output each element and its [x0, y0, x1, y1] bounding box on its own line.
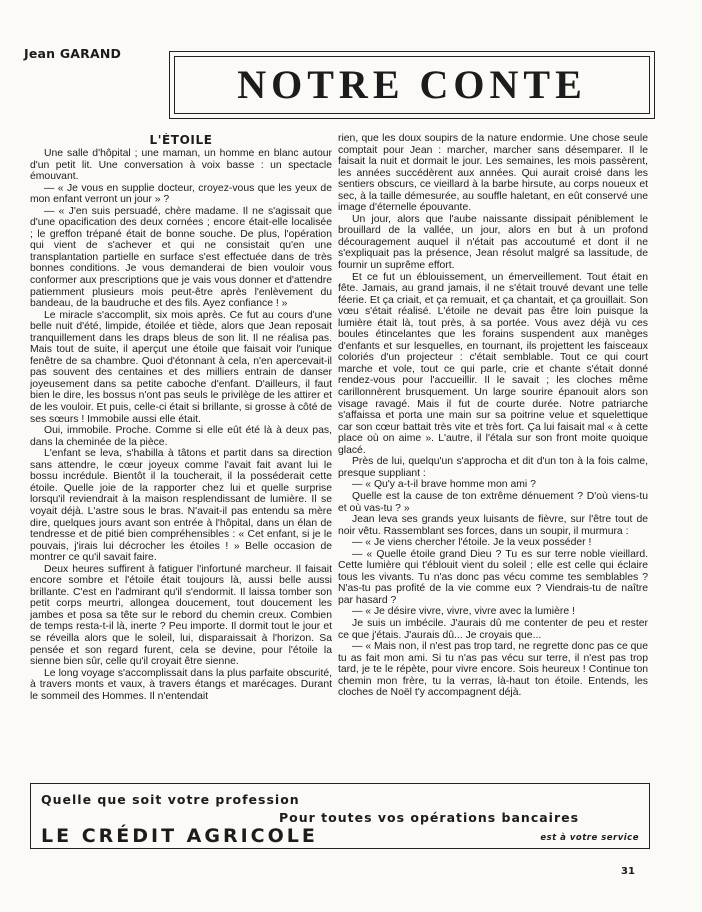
paragraph: Et ce fut un éblouissement, un émerveillement. Tout était en fête. Jamais, au grand jamais, il ne s'était trouvé devant une telle féerie. Et ça criait, et ça remuait, et ça chantait, et ça grouillait. Son vœu s'était réalisé. L'étoile ne devait pas être loin puisque la lumière était là, tout près, à sa portée. Vous avez déjà vu ces boules étincelantes que les forains suspendent aux manèges d'enfants et sur lesquelles, en tournant, ils projettent les faisceaux coloriés d'un projecteur : c'était semblable. Tout ce qui court marche et vole, tout ce qui parle, crie et chante s'était donné rendez-vous pour l'accueillir. Il le savait ; les cloches même carillonnèrent brusquement. Un large sourire épanouit alors son visage ravagé. Mais il fut de courte durée. Notre patriarche s'affaissa et porta une main sur sa poitrine velue et squelettique car son cœur battait très vite et très fort. Ça lui faisait mal « à cette place où on aime ». L'autre, il l'étala sur son front moite quoique glacé.: [338, 271, 648, 456]
ad-line-1: Quelle que soit votre profession: [41, 792, 300, 807]
paragraph: — « J'en suis persuadé, chère madame. Il ne s'agissait que d'une opacification des deux cornées ; encore était-elle localisée ; le greffon trépané était de bonne souche. De plus, l'opération qui vient de s'achever et qui ne consistait qu'en une transplantation partielle en surface s'est effectuée dans de très bonnes conditions. Je vous demanderai de bien vouloir vous conformer aux prescriptions que je vais vous donner et d'attendre patiemment plusieurs mois peut-être après l'enlèvement du bandeau, de la baudruche et des fils. Ayez confiance ! »: [30, 205, 332, 310]
paragraph: — « Quelle étoile grand Dieu ? Tu es sur terre noble vieillard. Cette lumière qui t'éblouit vient du soleil ; elle est celle qui éclaire tous les vivants. Tu n'as donc pas vécu comme tes semblables ? N'as-tu pas profité de la vie comme eux ? Viendrais-tu de naître par hasard ?: [338, 548, 648, 606]
paragraph: Quelle est la cause de ton extrême dénuement ? D'où viens-tu et où vas-tu ? »: [338, 490, 648, 514]
paragraph: Deux heures suffirent à fatiguer l'infortuné marcheur. Il faisait encore sombre et l'étoile était toujours là, aussi belle aussi brillante. C'est en l'admirant qu'il s'endormit. Il laissa tomber son petit corps meurtri, allongea doucement, tout doucement les jambes et posa sa tête sur le rebord du chemin creux. Combien de temps resta-t-il là, inerte ? Peu importe. Il dormit tout le jour et se réveilla alors que le soleil, lui, disparaissait à l'horizon. Sa pensée et son regard furent, cela se devine, pour l'étoile la sienne bien sûr, celle qu'il croyait être sienne.: [30, 563, 332, 668]
paragraph: — « Je vous en supplie docteur, croyez-vous que les yeux de mon enfant verront un jour » ?: [30, 182, 332, 206]
paragraph: Près de lui, quelqu'un s'approcha et dit d'un ton à la fois calme, presque suppliant :: [338, 456, 648, 479]
paragraph: Un jour, alors que l'aube naissante dissipait péniblement le brouillard de la vallée, un jour, alors en but à un profond découragement auquel il n'était pas accoutumé et dont il ne s'expliquait pas la présence, Jean résolut malgré sa lassitude, de fournir un suprême effort.: [338, 213, 648, 272]
story-title: L'ÉTOILE: [149, 133, 213, 147]
story-column-left: [30, 133, 332, 773]
story-column-right: [338, 133, 648, 773]
paragraph: — « Je viens chercher l'étoile. Je la veux posséder !: [352, 537, 592, 549]
paragraph: Jean leva ses grands yeux luisants de fièvre, sur l'être tout de noir vêtu. Rassemblant ses forces, dans un soupir, il murmura :: [338, 514, 648, 537]
author-name: Jean GARAND: [24, 46, 122, 61]
paragraph: Le long voyage s'accomplissait dans la plus parfaite obscurité, à travers monts et vaux, à travers étangs et marécages. Durant le sommeil des Hommes. Il n'entendait: [30, 667, 332, 702]
section-title-box: [174, 56, 650, 114]
ad-brand: LE CRÉDIT AGRICOLE: [41, 825, 318, 847]
paragraph: — « Qu'y a-t-il brave homme mon ami ?: [352, 479, 536, 491]
section-title: NOTRE CONTE: [237, 62, 587, 107]
paragraph: L'enfant se leva, s'habilla à tâtons et partit dans sa direction sans attendre, le cœur joyeux comme l'avait fait avant lui le bossu incrédule. Bientôt il la toucherait, il la posséderait cette étoile. Quelle joie de la rapporter chez lui et quelle surprise lorsqu'il reviendrait à la maison resplendissant de lumière. Il se voyait déjà. L'astre sous le bras. N'avait-il pas entendu sa mère dire, quelques jours avant son entrée à l'hôpital, dans un élan de tendresse et de pitié bien compréhensibles : « Cet enfant, si je le pouvais, j'irais lui décrocher les étoiles ! » Belle occasion de montrer ce qu'il savait faire.: [30, 448, 332, 564]
ad-line-2: Pour toutes vos opérations bancaires: [279, 810, 580, 825]
paragraph: Je suis un imbécile. J'aurais dû me contenter de peu et rester ce que j'étais. J'aurais dû... Je croyais que...: [338, 617, 648, 641]
paragraph: Oui, immobile. Proche. Comme si elle eût été là à deux pas, dans la cheminée de la pièce.: [30, 425, 332, 448]
paragraph: — « Je désire vivre, vivre, vivre avec la lumière !: [352, 606, 575, 618]
advertisement-box: [30, 783, 650, 849]
page-number: 31: [621, 866, 635, 877]
paragraph: rien, que les doux soupirs de la nature endormie. Une chose seule comptait pour Jean : marcher, marcher sans désemparer. Il le faisait la nuit et dormait le jour. Les semaines, les mois passèrent, les années succédèrent aux années. Qui aurait croisé dans les sentiers obscurs, ce vieillard à la barbe hirsute, au corps noueux et sec, à la taille démesurée, au souffle haletant, en eût conservé une image d'éternelle épouvante.: [338, 133, 648, 214]
paragraph: Le miracle s'accomplit, six mois après. Ce fut au cours d'une belle nuit d'été, limpide, étoilée et tiède, alors que Jean reposait tranquillement dans les draps bleus de son lit. Il ne réalisa pas. Mais tout de suite, il aperçut une étoile que faisait voir l'unique fenêtre de sa chambre. Quoi d'étonnant à cela, n'en apercevait-il pas souvent des centaines et des milliers entrain de danser joyeusement dans sa petite caboche d'enfant. D'ailleurs, il faut bien le dire, les bossus n'ont pas seuls le privilège de les attirer et de les vouloir. Et puis, celle-ci était si brillante, si grosse à côté de ses sœurs ! Immobile aussi elle était.: [30, 309, 332, 425]
paragraph: — « Mais non, il n'est pas trop tard, ne regrette donc pas ce que tu as fait mon ami. Si tu n'as pas vécu sur terre, il n'est pas trop tard, je te le répète, pour vivre encore. Sois heureux ! Continue ton chemin mon frère, tu la verras, là-haut ton étoile. Entends, les cloches de Noël t'y accompagnent déjà.: [338, 641, 648, 699]
paragraph: Une salle d'hôpital ; une maman, un homme en blanc autour d'un petit lit. Une conversation à voix basse : un spectacle émouvant.: [30, 148, 332, 183]
ad-tagline: est à votre service: [540, 833, 639, 843]
